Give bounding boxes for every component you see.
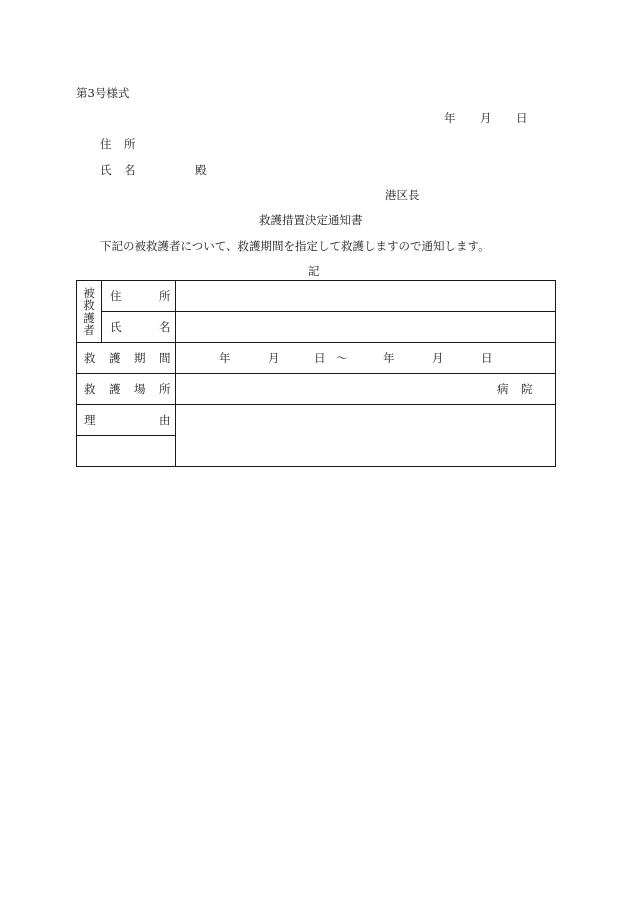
period-start-year: 年 (219, 351, 231, 365)
date-day-label: 日 (516, 111, 528, 125)
place-label-char: 場 (134, 382, 146, 396)
address-label-char: 住 (110, 289, 122, 303)
reason-row (77, 405, 556, 436)
period-label (77, 343, 176, 374)
hospital-suffix-char: 院 (521, 382, 533, 396)
period-tilde: ～ (336, 351, 348, 365)
place-label-char: 護 (109, 382, 121, 396)
period-label-char: 救 (84, 351, 96, 365)
period-start-month: 月 (268, 351, 280, 365)
place-label (77, 374, 176, 405)
period-label-char: 護 (109, 351, 121, 365)
period-end-year: 年 (383, 351, 395, 365)
address-label-char: 所 (159, 289, 171, 303)
period-label-char: 期 (134, 351, 146, 365)
document-title: 救護措置決定通知書 (259, 213, 363, 227)
group-label-char: 護 (83, 310, 95, 325)
reason-label (77, 405, 176, 436)
period-row (77, 343, 556, 374)
name-row (77, 312, 556, 343)
issuer: 港区長 (385, 188, 420, 202)
form-number: 第3号様式 (76, 86, 130, 100)
address-value (176, 281, 556, 312)
honorific: 殿 (195, 163, 207, 177)
recipient-name-char: 氏 (100, 163, 112, 177)
reason-label-char: 理 (84, 413, 96, 427)
period-value (176, 343, 556, 374)
name-label-char: 名 (159, 320, 171, 334)
place-label-char: 所 (159, 382, 171, 396)
recipient-group-label (77, 281, 102, 343)
date-month-label: 月 (480, 111, 492, 125)
place-row (77, 374, 556, 405)
group-label-char: 被 (83, 285, 95, 300)
recipient-name-char: 名 (124, 163, 136, 177)
group-label-char: 救 (83, 298, 95, 312)
period-start-day: 日 (314, 351, 326, 365)
period-label-char: 間 (159, 351, 171, 365)
reason-continuation-blank (77, 436, 176, 467)
name-label (102, 312, 176, 343)
group-label-char: 者 (83, 323, 95, 337)
ki-label: 記 (308, 264, 320, 278)
reason-label-char: 由 (159, 413, 171, 427)
reason-value (176, 405, 556, 467)
name-value (176, 312, 556, 343)
period-end-month: 月 (432, 351, 444, 365)
recipient-address-char: 住 (100, 137, 112, 151)
address-label (102, 281, 176, 312)
date-year-label: 年 (444, 111, 456, 125)
body-text: 下記の被救護者について、救護期間を指定して救護しますので通知します。 (100, 239, 490, 253)
place-value (176, 374, 556, 405)
address-row (77, 281, 556, 312)
place-label-char: 救 (84, 382, 96, 396)
recipient-address-char: 所 (124, 137, 136, 151)
name-label-char: 氏 (110, 320, 122, 334)
notice-table (76, 280, 556, 467)
hospital-suffix-char: 病 (497, 382, 509, 396)
period-end-day: 日 (481, 351, 493, 365)
